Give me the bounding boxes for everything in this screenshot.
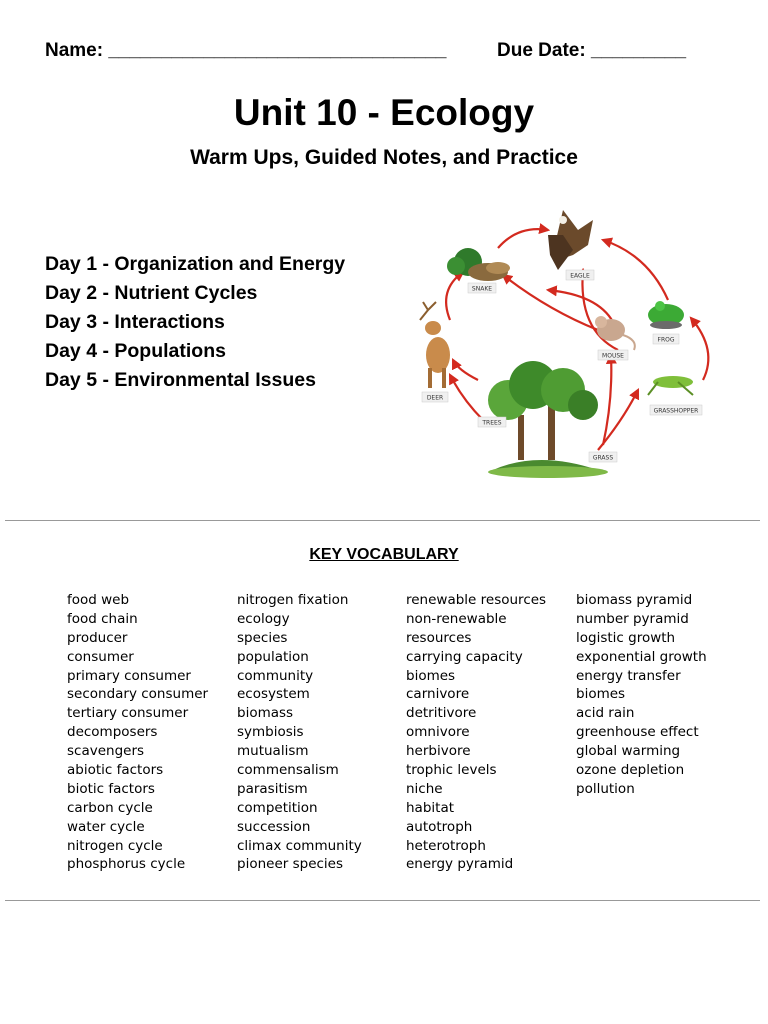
vocab-term: climax community: [237, 837, 362, 854]
eagle-icon: [548, 210, 593, 270]
vocab-term: food chain: [67, 610, 138, 627]
vocab-heading: KEY VOCABULARY: [309, 546, 459, 563]
vocab-term: tertiary consumer: [67, 705, 189, 722]
vocab-term: acid rain: [576, 705, 635, 722]
vocab-term: producer: [67, 629, 128, 646]
vocab-term: number pyramid: [576, 610, 689, 627]
vocab-term: non-renewable: [406, 610, 507, 627]
vocab-term: energy pyramid: [406, 856, 514, 873]
vocab-term: succession: [237, 818, 311, 835]
frog-icon: [648, 301, 684, 329]
label-deer: DEER: [426, 394, 444, 402]
vocab-term: herbivore: [406, 743, 471, 760]
vocab-term: biomass pyramid: [576, 592, 693, 608]
vocab-column-3: [406, 591, 546, 874]
day-item: Day 2 - Nutrient Cycles: [45, 282, 258, 304]
vocab-term: resources: [406, 629, 472, 646]
label-mouse: MOUSE: [602, 352, 624, 360]
vocab-term: biomes: [406, 667, 456, 684]
vocab-term: renewable resources: [406, 592, 547, 608]
vocab-term: nitrogen cycle: [67, 837, 163, 854]
vocab-term: primary consumer: [67, 667, 191, 684]
label-grasshopper: GRASSHOPPER: [653, 407, 699, 415]
vocab-term: community: [237, 667, 314, 684]
mouse-icon: [595, 316, 635, 350]
vocab-term: decomposers: [67, 724, 158, 741]
vocab-column-2: [237, 591, 362, 874]
vocab-term: scavengers: [67, 743, 145, 760]
divider-bottom: [5, 900, 760, 901]
vocab-term: global warming: [576, 743, 681, 760]
vocab-term: exponential growth: [576, 648, 707, 665]
divider-top: [5, 520, 760, 521]
day-list: [45, 252, 345, 397]
vocab-term: consumer: [67, 648, 134, 665]
vocab-term: pioneer species: [237, 856, 344, 873]
food-web-illustration: [398, 200, 720, 480]
day-item: Day 1 - Organization and Energy: [45, 253, 346, 275]
page-subtitle: Warm Ups, Guided Notes, and Practice: [190, 146, 578, 169]
due-date-label: Due Date: _________: [497, 40, 687, 61]
food-web-labels: [422, 270, 702, 462]
vocab-term: phosphorus cycle: [67, 856, 186, 873]
label-frog: FROG: [657, 336, 675, 344]
vocab-column-4: [576, 591, 707, 799]
vocab-term: biotic factors: [67, 780, 155, 797]
vocab-term: parasitism: [237, 780, 308, 797]
vocab-term: energy transfer: [576, 667, 681, 684]
vocab-term: detritivore: [406, 705, 477, 722]
vocab-term: carrying capacity: [406, 648, 523, 665]
vocab-term: trophic levels: [406, 762, 497, 779]
day-item: Day 5 - Environmental Issues: [45, 369, 316, 391]
vocab-term: autotroph: [406, 818, 473, 835]
label-grass: GRASS: [592, 454, 614, 462]
grasshopper-icon: [648, 376, 693, 395]
vocab-term: competition: [237, 799, 318, 816]
vocab-term: biomass: [237, 705, 294, 722]
vocab-term: habitat: [406, 799, 455, 816]
vocab-term: omnivore: [406, 724, 470, 741]
vocab-term: greenhouse effect: [576, 724, 699, 741]
vocab-term: biomes: [576, 686, 626, 703]
vocab-term: niche: [406, 780, 443, 797]
vocab-term: ecosystem: [237, 686, 310, 703]
vocab-term: water cycle: [67, 818, 145, 835]
deer-icon: [420, 302, 450, 388]
vocab-term: secondary consumer: [67, 686, 209, 703]
vocab-term: pollution: [576, 780, 635, 797]
vocab-column-1: [67, 591, 208, 874]
vocab-term: carnivore: [406, 686, 470, 703]
vocab-term: symbiosis: [237, 724, 304, 741]
vocab-term: ecology: [237, 610, 290, 627]
page-title: Unit 10 - Ecology: [233, 92, 535, 133]
name-label: Name: ________________________________: [45, 40, 447, 61]
vocab-term: mutualism: [237, 743, 309, 760]
name-field-label: [45, 40, 447, 62]
vocab-term: species: [237, 629, 288, 646]
day-item: Day 3 - Interactions: [45, 311, 225, 333]
label-eagle: EAGLE: [570, 272, 590, 280]
vocab-term: logistic growth: [576, 629, 676, 646]
vocab-term: abiotic factors: [67, 762, 164, 779]
vocab-term: heterotroph: [406, 837, 486, 854]
day-item: Day 4 - Populations: [45, 340, 226, 362]
label-snake: SNAKE: [471, 285, 493, 293]
vocab-term: population: [237, 648, 309, 665]
vocab-term: nitrogen fixation: [237, 592, 349, 608]
vocab-term: food web: [67, 592, 130, 608]
vocab-term: carbon cycle: [67, 799, 153, 816]
vocab-term: ozone depletion: [576, 762, 685, 779]
vocab-term: commensalism: [237, 762, 339, 779]
label-trees: TREES: [482, 419, 502, 427]
